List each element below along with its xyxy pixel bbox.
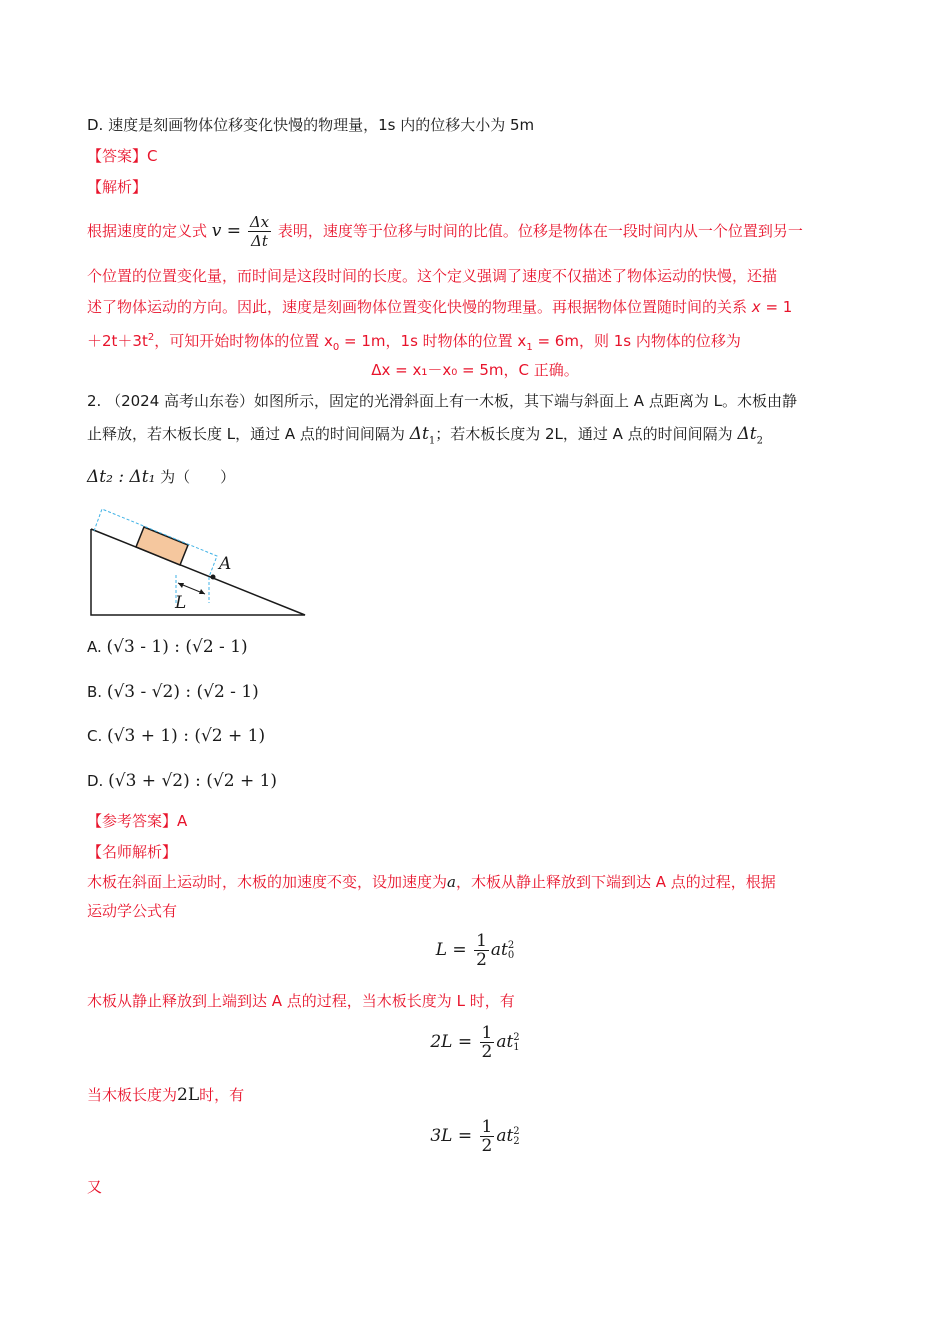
answer-label: 【答案】C — [87, 147, 158, 165]
solution-line-3: 木板从静止释放到上端到达 A 点的过程，当木板长度为 L 时，有 — [87, 992, 515, 1010]
fraction-numerator: 1 — [481, 1117, 493, 1137]
superscript: 2 — [513, 1125, 520, 1137]
analysis-paragraph-line-4 — [87, 328, 741, 358]
superscript: 2 — [507, 939, 515, 951]
text-span: ，木板从静止释放到下端到达 A 点的过程，根据 — [455, 873, 776, 891]
text-span: 当木板长度为 — [87, 1086, 178, 1104]
incline-triangle — [91, 529, 305, 615]
option-b — [87, 682, 259, 702]
text-span: 为（ ） — [160, 468, 236, 486]
option-label: D. — [87, 772, 104, 790]
equation-body — [430, 1023, 520, 1062]
equation-rhs: at — [490, 940, 508, 960]
subscript: 2 — [513, 1135, 520, 1147]
fraction-numerator: 1 — [481, 1023, 493, 1043]
text-span: ；若木板长度为 2L，通过 A 点的时间间隔为 — [435, 425, 733, 443]
analysis-label: 【解析】 — [87, 178, 148, 196]
sub-sup-stack — [513, 1127, 519, 1147]
fraction-denominator: 2 — [481, 1136, 493, 1156]
option-d — [87, 771, 277, 791]
fraction-denominator: 2 — [476, 950, 487, 970]
option-d-text: D. 速度是刻画物体位移变化快慢的物理量，1s 内的位移大小为 5m — [87, 116, 535, 134]
velocity-symbol: v = — [211, 221, 242, 241]
equation-lhs: L = — [435, 940, 467, 960]
option-expression: (√3 + 1) : (√2 + 1) — [107, 726, 266, 746]
displacement-result: Δx = x₁－x₀ = 5m，C 正确。 — [371, 361, 579, 379]
teacher-analysis-label: 【名师解析】 — [87, 843, 178, 861]
superscript: 2 — [147, 332, 155, 343]
variable-x: x — [751, 298, 761, 316]
question-2-line-3 — [87, 467, 235, 487]
option-expression: (√3 - 1) : (√2 - 1) — [106, 637, 248, 657]
label-a: A — [219, 554, 232, 574]
option-expression: (√3 + √2) : (√2 + 1) — [108, 771, 278, 791]
subscript: 1 — [428, 435, 436, 447]
option-a — [87, 637, 248, 657]
subscript: 1 — [513, 1041, 520, 1053]
equation-1 — [0, 932, 950, 969]
text-span: 时，有 — [199, 1086, 245, 1104]
label-l: L — [175, 593, 187, 613]
text-span: 根据速度的定义式 — [87, 222, 208, 240]
equation-body — [430, 1117, 520, 1156]
superscript: 2 — [513, 1031, 520, 1043]
option-label: A. — [87, 638, 102, 656]
fraction-denominator: 2 — [481, 1042, 493, 1062]
delta-t-symbol: Δt — [409, 424, 429, 444]
solution-line-4 — [87, 1085, 244, 1105]
subscript: 0 — [507, 949, 515, 961]
equation-rhs: at — [496, 1032, 514, 1052]
text-span: = 1m，1s 时物体的位置 x — [339, 332, 527, 350]
half-fraction — [480, 1024, 495, 1061]
equation-rhs: at — [496, 1126, 514, 1146]
incline-diagram — [88, 505, 310, 620]
subscript: 2 — [756, 435, 763, 447]
option-expression: (√3 - √2) : (√2 - 1) — [106, 682, 259, 702]
equation-3 — [0, 1118, 950, 1155]
half-fraction — [474, 932, 489, 969]
point-a — [211, 575, 216, 580]
subscript: 0 — [332, 342, 340, 353]
equation-body — [435, 931, 515, 970]
fraction-numerator: Δx — [249, 213, 270, 231]
sub-sup-stack — [513, 1033, 519, 1053]
delta-t2 — [737, 424, 763, 447]
option-c — [87, 726, 265, 746]
text-span: ，可知开始时物体的位置 x — [154, 332, 333, 350]
velocity-fraction — [248, 213, 271, 250]
option-label: C. — [87, 727, 103, 745]
text-span: 木板在斜面上运动时，木板的加速度不变，设加速度为 — [87, 873, 448, 891]
math-2l: 2L — [177, 1085, 200, 1105]
analysis-paragraph-line-2: 个位置的位置变化量，而时间是这段时间的长度。这个定义强调了速度不仅描述了物体运动的快慢，还描 — [87, 267, 778, 285]
text-span: 述了物体运动的方向。因此，速度是刻画物体位置变化快慢的物理量。再根据物体位置随时间的关系 — [87, 298, 748, 316]
wooden-plank — [136, 527, 188, 565]
time-ratio: Δt₂ : Δt₁ — [87, 467, 156, 487]
option-label: B. — [87, 683, 103, 701]
reference-answer: 【参考答案】A — [87, 812, 188, 830]
equation-2 — [0, 1024, 950, 1061]
variable-a: a — [447, 873, 456, 891]
delta-t-symbol: Δt — [737, 424, 757, 444]
solution-line-2: 运动学公式有 — [87, 902, 178, 920]
text-span: 表明，速度等于位移与时间的比值。位移是物体在一段时间内从一个位置到另一 — [277, 222, 803, 240]
half-fraction — [480, 1118, 495, 1155]
sub-sup-stack — [508, 941, 514, 961]
equation-lhs: 3L = — [430, 1126, 473, 1146]
text-span: = 1 — [760, 298, 793, 316]
question-2-line-1: 2. （2024 高考山东卷）如图所示，固定的光滑斜面上有一木板，其下端与斜面上 A 点距离为 L。木板由静 — [87, 392, 797, 410]
question-2-line-2 — [87, 424, 763, 451]
subscript: 1 — [526, 342, 533, 353]
analysis-paragraph-line-1 — [87, 210, 803, 252]
solution-line-1 — [87, 872, 776, 892]
analysis-paragraph-line-3 — [87, 297, 792, 317]
fraction-denominator: Δt — [248, 231, 271, 250]
fraction-numerator: 1 — [476, 931, 487, 951]
text-span: = 6m，则 1s 内物体的位移为 — [532, 332, 741, 350]
delta-t1 — [409, 424, 436, 447]
solution-line-5: 又 — [87, 1178, 103, 1196]
text-span: 止释放，若木板长度 L，通过 A 点的时间间隔为 — [87, 425, 405, 443]
text-span: ＋2t＋3t — [87, 332, 148, 350]
equation-lhs: 2L = — [430, 1032, 473, 1052]
